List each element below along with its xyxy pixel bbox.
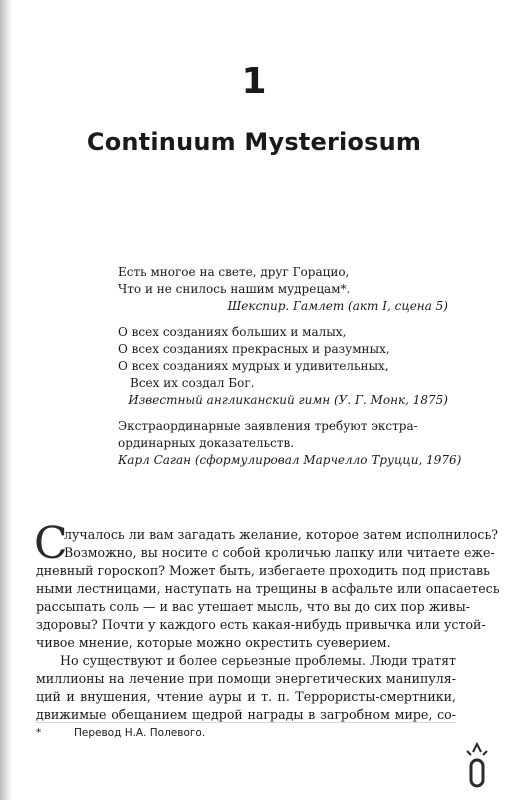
- epigraph-line: О всех созданиях больших и малых,: [118, 325, 347, 339]
- paragraph-line-text: лучалось ли вам загадать желание, которое затем исполнилось?: [64, 527, 499, 542]
- epigraph-line: Что и не снилось нашим мудрецам*.: [118, 282, 351, 296]
- paragraph-line: рассыпать соль — и вас утешает мысль, что вы до сих пор живы-: [36, 599, 471, 614]
- epigraph-shakespeare: [118, 264, 448, 315]
- footnote: [36, 726, 205, 740]
- paragraph-line: Возможно, вы носите с собой кроличью лапку или читаете еже-: [64, 545, 495, 560]
- drop-cap: С: [34, 518, 68, 569]
- body-text: [34, 518, 500, 724]
- epigraph-line: О всех созданиях прекрасных и разумных,: [118, 342, 390, 356]
- publisher-logo-icon: [462, 742, 492, 788]
- epigraph-line: Есть многое на свете, друг Горацио,: [118, 265, 350, 279]
- footnote-mark: *: [36, 727, 42, 739]
- epigraph-line: ординарных доказательств.: [118, 436, 295, 450]
- page-edge-shadow: [0, 0, 12, 800]
- chapter-title: Continuum Mysteriosum: [86, 128, 422, 156]
- paragraph-line: чивое мнение, которые можно окрестить суеверием.: [36, 635, 391, 650]
- epigraph-attribution: Известный англиканский гимн (У. Г. Монк, 1875): [128, 393, 448, 407]
- paragraph-line: здоровы? Почти у каждого есть какая-нибудь привычка или устой-: [36, 617, 486, 632]
- paragraph-line: движимые обещанием щедрой награды в загробном мире, со-: [36, 707, 456, 722]
- paragraph-line: миллионы на лечение при помощи энергетических манипуля-: [36, 671, 456, 686]
- epigraph-line: О всех созданиях мудрых и удивительных,: [118, 359, 389, 373]
- footnote-text: Перевод Н.А. Полевого.: [74, 727, 206, 739]
- paragraph-line: ными лестницами, наступать на трещины в асфальте или опасаетесь: [36, 581, 500, 596]
- epigraph-line: Всех их создал Бог.: [130, 376, 255, 390]
- epigraph-line: Экстраординарные заявления требуют экстра-: [118, 419, 418, 433]
- paragraph-line: дневный гороскоп? Может быть, избегаете проходить под приставь: [36, 563, 490, 578]
- paragraph-line: Но существуют и более серьезные проблемы. Люди тратят: [60, 653, 456, 668]
- footnote-divider: [36, 722, 456, 723]
- paragraph-line: ций и внушения, чтение ауры и т. п. Террористы-смертники,: [36, 689, 456, 704]
- epigraph-sagan: [118, 418, 462, 469]
- chapter-number: 1: [241, 61, 267, 102]
- epigraph-attribution: Карл Саган (сформулировал Марчелло Труцци, 1976): [118, 453, 462, 467]
- epigraphs: [118, 264, 462, 478]
- epigraph-hymn: [118, 324, 448, 409]
- epigraph-attribution: Шекспир. Гамлет (акт I, сцена 5): [227, 299, 448, 313]
